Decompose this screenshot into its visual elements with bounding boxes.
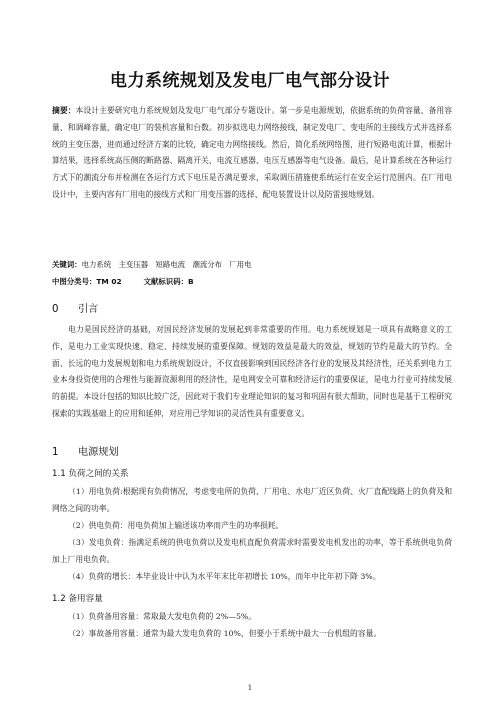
doc-code-label: 文献标识码： (143, 277, 188, 286)
subsection-1-1-title: 负荷之间的关系 (68, 469, 129, 479)
section-0-title: 引言 (78, 304, 99, 315)
load-item-4: （4）负荷的增长：本毕业设计中认为水平年末比年初增长 10%，而年中比年初下降 3%。 (68, 572, 381, 581)
reserve-item-2: （2）事故备用容量：通常为最大发电负荷的 10%，但要小于系统中最大一台机组的容量。 (68, 629, 382, 638)
load-item-3: （3）发电负荷：指满足系统的供电负荷以及发电机直配负荷需求时需要发电机发出的功率，等于系统供电负荷加上厂用电负荷。 (52, 538, 452, 564)
section-0-heading (52, 300, 98, 315)
classification-value: TM 02 (96, 277, 122, 286)
classification-line (52, 276, 452, 287)
keywords (52, 259, 452, 270)
reserve-item-1: （1）负荷备用容量：常取最大发电负荷的 2%—5%。 (68, 612, 257, 621)
section-0-number: 0 (52, 304, 59, 315)
subsection-1-1-number: 1.1 (52, 469, 66, 479)
keywords-label: 关键词： (52, 260, 82, 269)
abstract-text: 本设计主要研究电力系统规划及发电厂电气部分专题设计。第一步是电源规划，依据系统的负荷容量、备用容量、和调峰容量，确定电厂的装机容量和台数。初步拟选电力网络接线，制定发电厂、变电所的主接线方式并选择系统的主变压器，进而通过经济方案的比较，确定电力网络接线。然后，简化系统网络图，进行短路电流计算，根据计算结果，选择系统高压侧的断路器、隔离开关、电流互感器、电压互感器等电气设备。最后，是计算系统在各种运行方式下的潮流分布并检测在各运行方式下电压是否满足要求，采取调压措施使系统运行在安全运行范围内。在厂用电设计中，主要内容有厂用电的接线方式和厂用变压器的选择、配电装置设计以及防雷接地规划。 (52, 106, 453, 199)
section-1-title: 电源规划 (78, 447, 119, 458)
subsection-1-1-heading (52, 467, 129, 479)
doc-code-value: B (187, 277, 194, 286)
classification-label: 中图分类号： (52, 277, 97, 286)
subsection-1-2-title: 备用容量 (68, 594, 103, 604)
abstract (52, 103, 452, 204)
abstract-label: 摘要： (52, 106, 76, 115)
subsection-1-2-heading (52, 592, 103, 604)
load-item-1: （1）用电负荷:根据现有负荷情况，考虑变电所的负荷、厂用电、水电厂近区负荷、火厂直配线路上的负荷及和网络之间的功率。 (52, 487, 452, 513)
load-item-2: （2）供电负荷：用电负荷加上输送该功率而产生的功率损耗。 (68, 521, 284, 530)
paper-title: 电力系统规划及发电厂电气部分设计 (110, 71, 390, 91)
keywords-items: 电力系统 主变压器 短路电流 潮流分布 厂用电 (81, 260, 252, 269)
section-1-number: 1 (52, 447, 59, 458)
section-1-heading (52, 443, 119, 458)
section-0-body: 电力是国民经济的基础，对国民经济发展的发展起到非常重要的作用。电力系统规划是一项具有战略意义的工作，是电力工业实现快速、稳定、持续发展的重要保障。规划的效益是最大的效益，规划的节约是最大的节约。全面、长远的电力发展规划和电力系统规划设计，不仅直接影响到国民经济各行业的发展及其经济性，还关系到电力工业本身投资使用的合理性与能源资源利用的经济性，是电网安全可靠和经济运行的重要保证，是电力行业可持续发展的前提。本设计包括的知识比较广泛，因此对于我们专业理论知识的复习和巩固有很大帮助，同时也是基于工程研究探索的实践基础上的应用和延伸，对应用已学知识的灵活性具有重要意义。 (52, 325, 452, 418)
page-number: 1 (247, 683, 253, 692)
subsection-1-2-number: 1.2 (52, 594, 66, 604)
